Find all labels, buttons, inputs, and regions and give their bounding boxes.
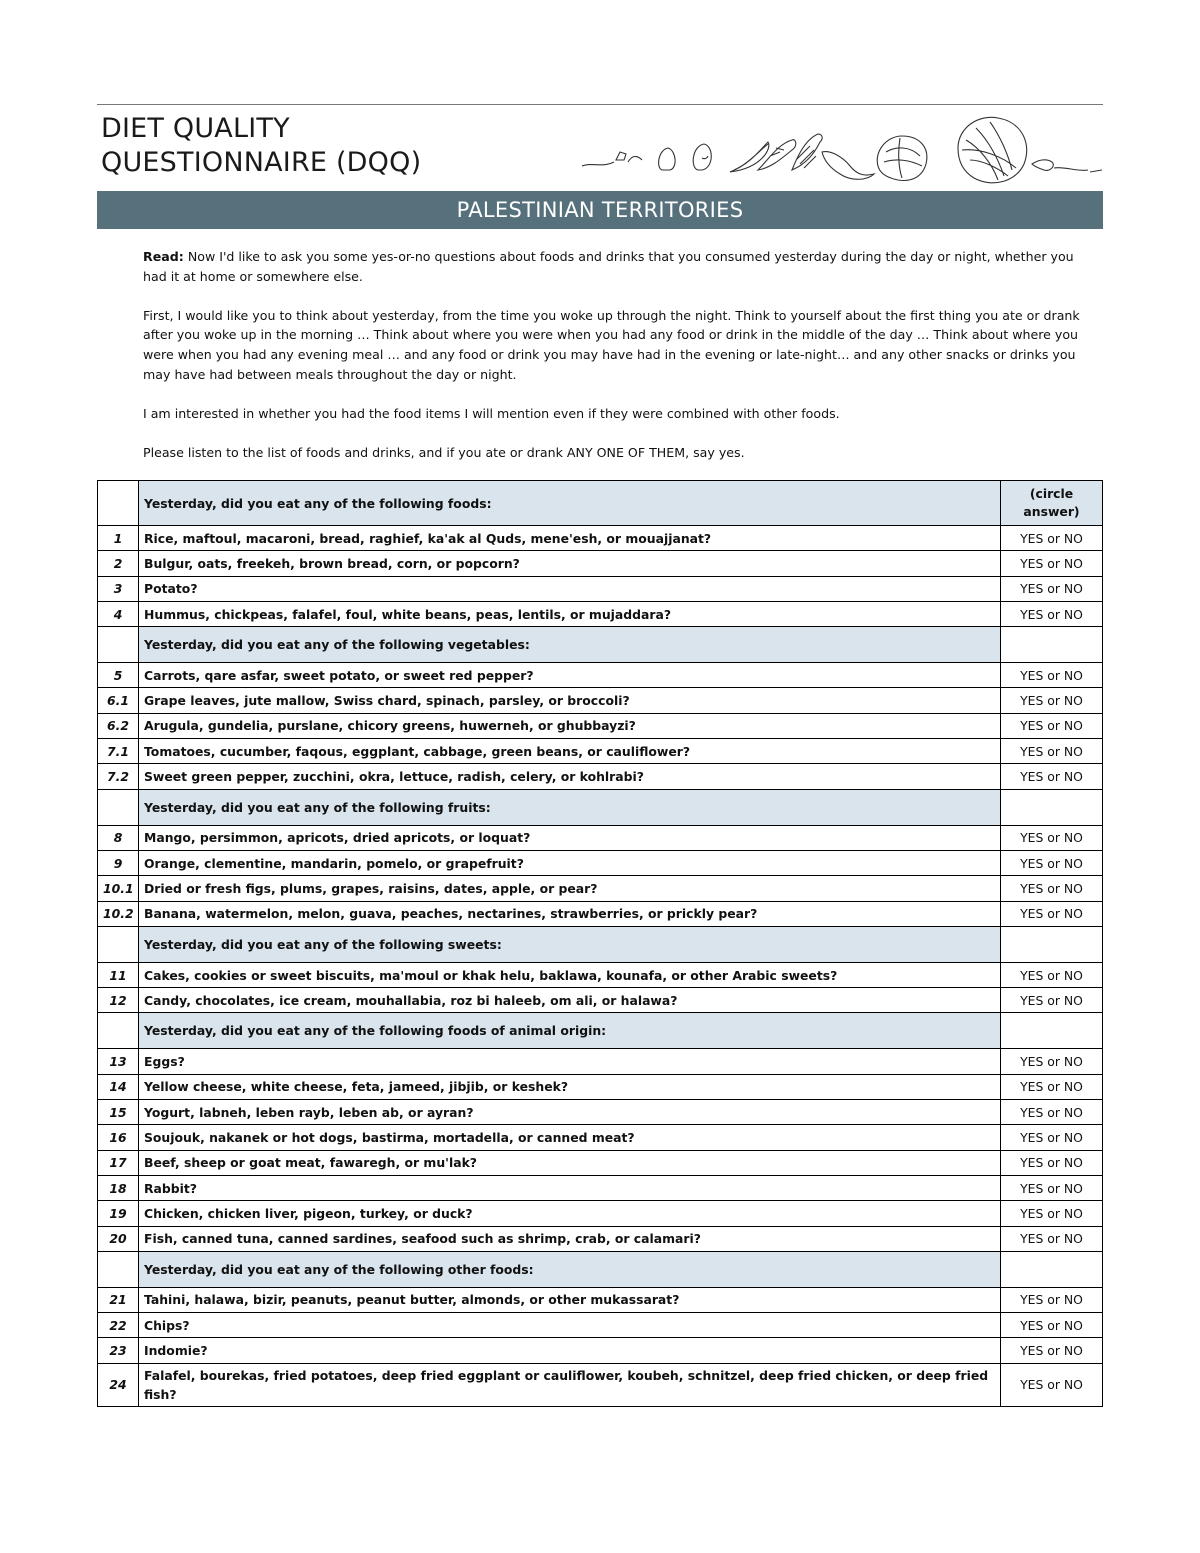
yes-no-answer[interactable]: YES or NO: [1001, 1125, 1103, 1150]
yes-no-answer[interactable]: YES or NO: [1001, 876, 1103, 901]
section-row-animal: [98, 1013, 1103, 1049]
item-question: Eggs?: [139, 1049, 1001, 1074]
intro-paragraph-2: First, I would like you to think about yesterday, from the time you woke up through the night. Think to yourself about the first thing you ate or drank after you woke up in the morning … Think about where you were when you had any food or drink in the middle of the day … Think about where you were when you had any evening meal … and any food or drink you may have had in the evening or late-night… and any other snacks or drinks you may have had between meals throughout the day or night.: [143, 307, 1080, 382]
item-question: Falafel, bourekas, fried potatoes, deep fried eggplant or cauliflower, koubeh, schnitzel, deep fried chicken, or deep fried fish?: [139, 1363, 1001, 1406]
intro-text-1: Now I'd like to ask you some yes-or-no questions about foods and drinks that you consumed yesterday during the day or night, whether you had it at home or somewhere else.: [143, 249, 1074, 284]
item-number: 9: [98, 850, 139, 875]
item-number: 14: [98, 1074, 139, 1099]
item-number: 5: [98, 663, 139, 688]
item-number: 17: [98, 1150, 139, 1175]
table-row: [98, 601, 1103, 626]
item-number: 11: [98, 962, 139, 987]
yes-no-answer[interactable]: YES or NO: [1001, 1363, 1103, 1406]
yes-no-answer[interactable]: YES or NO: [1001, 1226, 1103, 1251]
item-question: Tahini, halawa, bizir, peanuts, peanut butter, almonds, or other mukassarat?: [139, 1287, 1001, 1312]
item-question: Indomie?: [139, 1338, 1001, 1363]
top-divider: [97, 104, 1103, 105]
item-question: Rabbit?: [139, 1175, 1001, 1200]
yes-no-answer[interactable]: YES or NO: [1001, 850, 1103, 875]
intro-paragraph-4: Please listen to the list of foods and drinks, and if you ate or drank ANY ONE OF THEM, say yes.: [143, 444, 745, 460]
item-number: 7.1: [98, 739, 139, 764]
yes-no-answer[interactable]: YES or NO: [1001, 601, 1103, 626]
yes-no-answer[interactable]: YES or NO: [1001, 1049, 1103, 1074]
read-label: Read:: [143, 249, 184, 264]
item-number: 6.2: [98, 713, 139, 738]
item-question: Cakes, cookies or sweet biscuits, ma'moul or khak helu, baklawa, kounafa, or other Arabic sweets?: [139, 962, 1001, 987]
table-row: [98, 576, 1103, 601]
item-number: 10.2: [98, 901, 139, 926]
item-question: Tomatoes, cucumber, faqous, eggplant, cabbage, green beans, or cauliflower?: [139, 739, 1001, 764]
item-question: Carrots, qare asfar, sweet potato, or sweet red pepper?: [139, 663, 1001, 688]
yes-no-answer[interactable]: YES or NO: [1001, 1175, 1103, 1200]
title-line-2: QUESTIONNAIRE (DQQ): [101, 147, 422, 178]
item-question: Yogurt, labneh, leben rayb, leben ab, or ayran?: [139, 1100, 1001, 1125]
item-question: Chips?: [139, 1313, 1001, 1338]
item-number: 3: [98, 576, 139, 601]
section-heading: Yesterday, did you eat any of the following vegetables:: [139, 627, 1001, 663]
item-number: 16: [98, 1125, 139, 1150]
table-row: [98, 688, 1103, 713]
questionnaire-table: [97, 480, 1103, 1407]
section-heading: Yesterday, did you eat any of the following fruits:: [139, 789, 1001, 825]
section-row-sweets: [98, 926, 1103, 962]
instructions: [143, 247, 1098, 482]
table-row: [98, 1287, 1103, 1312]
item-question: Dried or fresh figs, plums, grapes, raisins, dates, apple, or pear?: [139, 876, 1001, 901]
item-question: Sweet green pepper, zucchini, okra, lettuce, radish, celery, or kohlrabi?: [139, 764, 1001, 789]
table-row: [98, 988, 1103, 1013]
item-question: Fish, canned tuna, canned sardines, seafood such as shrimp, crab, or calamari?: [139, 1226, 1001, 1251]
table-row: [98, 764, 1103, 789]
item-number: 12: [98, 988, 139, 1013]
item-question: Beef, sheep or goat meat, fawaregh, or mu'lak?: [139, 1150, 1001, 1175]
item-number: 24: [98, 1363, 139, 1406]
yes-no-answer[interactable]: YES or NO: [1001, 988, 1103, 1013]
table-row: [98, 1150, 1103, 1175]
table-row: [98, 850, 1103, 875]
item-question: Banana, watermelon, melon, guava, peaches, nectarines, strawberries, or prickly pear?: [139, 901, 1001, 926]
item-number: 6.1: [98, 688, 139, 713]
yes-no-answer[interactable]: YES or NO: [1001, 1287, 1103, 1312]
section-row-other: [98, 1251, 1103, 1287]
yes-no-answer[interactable]: YES or NO: [1001, 764, 1103, 789]
table-row: [98, 713, 1103, 738]
yes-no-answer[interactable]: YES or NO: [1001, 526, 1103, 551]
item-question: Bulgur, oats, freekeh, brown bread, corn, or popcorn?: [139, 551, 1001, 576]
item-question: Chicken, chicken liver, pigeon, turkey, or duck?: [139, 1201, 1001, 1226]
yes-no-answer[interactable]: YES or NO: [1001, 1150, 1103, 1175]
region-banner: PALESTINIAN TERRITORIES: [97, 191, 1103, 229]
item-question: Rice, maftoul, macaroni, bread, raghief, ka'ak al Quds, mene'esh, or mouajjanat?: [139, 526, 1001, 551]
yes-no-answer[interactable]: YES or NO: [1001, 713, 1103, 738]
table-row: [98, 1125, 1103, 1150]
yes-no-answer[interactable]: YES or NO: [1001, 551, 1103, 576]
yes-no-answer[interactable]: YES or NO: [1001, 576, 1103, 601]
item-number: 2: [98, 551, 139, 576]
table-row: [98, 1338, 1103, 1363]
yes-no-answer[interactable]: YES or NO: [1001, 825, 1103, 850]
table-row: [98, 551, 1103, 576]
item-number: 8: [98, 825, 139, 850]
yes-no-answer[interactable]: YES or NO: [1001, 688, 1103, 713]
table-row: [98, 876, 1103, 901]
item-number: 20: [98, 1226, 139, 1251]
item-question: Arugula, gundelia, purslane, chicory greens, huwerneh, or ghubbayzi?: [139, 713, 1001, 738]
intro-paragraph-3: I am interested in whether you had the food items I will mention even if they were combined with other foods.: [143, 405, 840, 421]
item-number: 4: [98, 601, 139, 626]
yes-no-answer[interactable]: YES or NO: [1001, 663, 1103, 688]
item-number: 19: [98, 1201, 139, 1226]
item-question: Grape leaves, jute mallow, Swiss chard, spinach, parsley, or broccoli?: [139, 688, 1001, 713]
item-question: Soujouk, nakanek or hot dogs, bastirma, mortadella, or canned meat?: [139, 1125, 1001, 1150]
table-row: [98, 901, 1103, 926]
item-question: Yellow cheese, white cheese, feta, jameed, jibjib, or keshek?: [139, 1074, 1001, 1099]
table-row: [98, 526, 1103, 551]
item-number: 22: [98, 1313, 139, 1338]
item-number: 13: [98, 1049, 139, 1074]
food-illustration-icon: [582, 112, 1103, 188]
section-heading: Yesterday, did you eat any of the following foods of animal origin:: [139, 1013, 1001, 1049]
intro-paragraph-1: [143, 247, 1098, 286]
answer-header: (circle answer): [1001, 481, 1103, 526]
item-question: Mango, persimmon, apricots, dried apricots, or loquat?: [139, 825, 1001, 850]
item-number: 10.1: [98, 876, 139, 901]
table-row: [98, 1100, 1103, 1125]
table-row: [98, 663, 1103, 688]
table-row: [98, 1313, 1103, 1338]
table-row: [98, 739, 1103, 764]
question-header: Yesterday, did you eat any of the following foods:: [139, 481, 1001, 526]
table-row: [98, 1074, 1103, 1099]
item-question: Hummus, chickpeas, falafel, foul, white beans, peas, lentils, or mujaddara?: [139, 601, 1001, 626]
table-header-row: [98, 481, 1103, 526]
title-line-1: DIET QUALITY: [101, 113, 290, 144]
table-row: [98, 1175, 1103, 1200]
yes-no-answer[interactable]: YES or NO: [1001, 1074, 1103, 1099]
table-row: [98, 1226, 1103, 1251]
table-row: [98, 962, 1103, 987]
table-row: [98, 1201, 1103, 1226]
section-heading: Yesterday, did you eat any of the following sweets:: [139, 926, 1001, 962]
document-title: [101, 112, 421, 180]
item-number: 1: [98, 526, 139, 551]
table-row: [98, 1049, 1103, 1074]
yes-no-answer[interactable]: YES or NO: [1001, 901, 1103, 926]
item-number: 18: [98, 1175, 139, 1200]
item-number: 21: [98, 1287, 139, 1312]
item-question: Candy, chocolates, ice cream, mouhallabia, roz bi haleeb, om ali, or halawa?: [139, 988, 1001, 1013]
yes-no-answer[interactable]: YES or NO: [1001, 1313, 1103, 1338]
item-question: Potato?: [139, 576, 1001, 601]
section-row-fruits: [98, 789, 1103, 825]
yes-no-answer[interactable]: YES or NO: [1001, 739, 1103, 764]
yes-no-answer[interactable]: YES or NO: [1001, 1100, 1103, 1125]
item-question: Orange, clementine, mandarin, pomelo, or grapefruit?: [139, 850, 1001, 875]
section-row-vegetables: [98, 627, 1103, 663]
number-header: [98, 481, 139, 526]
yes-no-answer[interactable]: YES or NO: [1001, 1338, 1103, 1363]
table-row: [98, 825, 1103, 850]
table-row: [98, 1363, 1103, 1406]
section-heading: Yesterday, did you eat any of the following other foods:: [139, 1251, 1001, 1287]
yes-no-answer[interactable]: YES or NO: [1001, 962, 1103, 987]
item-number: 15: [98, 1100, 139, 1125]
item-number: 23: [98, 1338, 139, 1363]
item-number: 7.2: [98, 764, 139, 789]
yes-no-answer[interactable]: YES or NO: [1001, 1201, 1103, 1226]
